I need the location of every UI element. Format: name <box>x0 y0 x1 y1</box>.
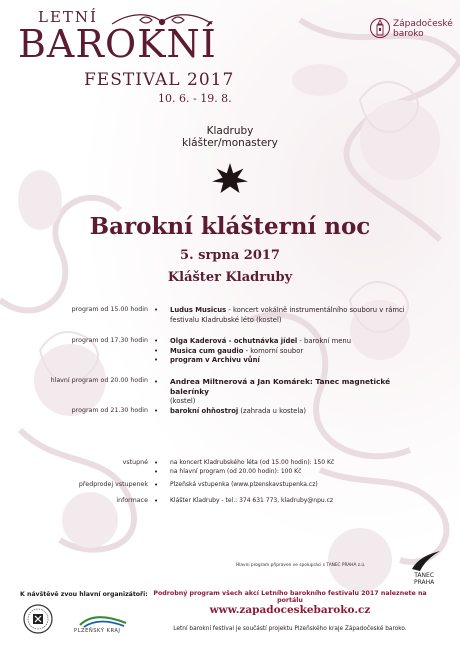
info-label: předprodej vstupenek <box>78 481 148 488</box>
program-time-label: program od 17.30 hodin <box>71 337 148 344</box>
program-items <box>154 377 410 407</box>
star-icon <box>209 162 251 194</box>
zapadoceske-baroko-logo-text <box>393 19 453 39</box>
npu-logo-icon <box>22 603 54 635</box>
event-title: Barokní klášterní noc <box>89 213 371 240</box>
place-name: Kladruby <box>206 125 254 137</box>
program-item: • Olga Kaderová - ochutnávka jídel - barokní menu <box>154 337 410 347</box>
info-items <box>154 459 430 476</box>
plzensky-kraj-label: PLZEŇSKÝ KRAJ <box>74 628 121 634</box>
program-item: • Ludus Musicus - koncert vokálně instrumentálního souboru v rámci <box>154 306 410 316</box>
info-label: vstupné <box>122 459 148 466</box>
footer-project-note: Letní barokní festival je součástí projektu Plzeňského kraje Západočeské baroko. <box>173 626 407 632</box>
program-items <box>154 337 410 366</box>
festival-logo-barokni: BAROKNÍ <box>18 22 217 66</box>
info-item: • na koncert Kladrubského léta (od 15.00 hodin): 150 Kč <box>154 459 430 468</box>
program-items <box>154 306 410 325</box>
festival-logo-year: FESTIVAL 2017 <box>84 70 235 90</box>
tanec-praha-logo-text <box>414 572 434 586</box>
program-time-label: hlavní program od 20.00 hodin <box>50 377 148 384</box>
program-items <box>154 407 410 417</box>
program-item-continuation: (kostel) <box>170 397 196 405</box>
partner-logo-line2: baroko <box>393 29 424 39</box>
program-item: • program v Archivu vůní <box>154 356 410 366</box>
place-subtitle: klášter/monastery <box>182 137 278 149</box>
organizers-label: K návštěvě zvou hlavní organizátoři: <box>20 591 148 598</box>
event-date: 5. srpna 2017 <box>180 248 280 263</box>
festival-dates: 10. 6. - 19. 8. <box>158 92 232 105</box>
program-item-continuation: festivalu Kladrubské léto (kostel) <box>170 315 282 324</box>
tanec-logo-line2: PRAHA <box>414 579 435 586</box>
info-item: • Klášter Kladruby - tel.: 374 631 773, kladruby@npu.cz <box>154 497 430 506</box>
program-time-label: program od 21.30 hodin <box>71 407 148 414</box>
tanec-logo-line1: TANEC <box>414 572 435 579</box>
footer-program-note: Podrobný program všech akcí Letního barokního festivalu 2017 naleznete na portálu <box>153 590 427 604</box>
cooperation-footnote: Hlavní program připraven ve spolupráci s TANEC PRAHA z.ú. <box>236 563 366 568</box>
program-item: • Musica cum gaudio - komorní soubor <box>154 347 410 357</box>
program-item: • barokní ohňostroj (zahrada u kostela) <box>154 407 410 417</box>
partner-logo-line1: Západočeské <box>393 19 453 29</box>
info-items <box>154 497 430 506</box>
info-label: informace <box>116 497 148 504</box>
program-item: • Andrea Miltnerová a Jan Komárek: Tanec magnetické balerínky <box>154 377 410 397</box>
festival-logo-letni: LETNÍ <box>38 8 98 26</box>
footer-website-link[interactable]: www.zapadoceskebaroko.cz <box>209 604 371 616</box>
program-time-label: program od 15.00 hodin <box>71 306 148 313</box>
info-item: • na hlavní program (od 20.00 hodin): 100 Kč <box>154 468 430 477</box>
event-venue: Klášter Kladruby <box>167 270 293 285</box>
zapadoceske-baroko-logo-icon <box>370 17 390 39</box>
info-item: • Plzeňská vstupenka (www.plzenskavstupenka.cz) <box>154 481 430 490</box>
info-items <box>154 481 430 490</box>
